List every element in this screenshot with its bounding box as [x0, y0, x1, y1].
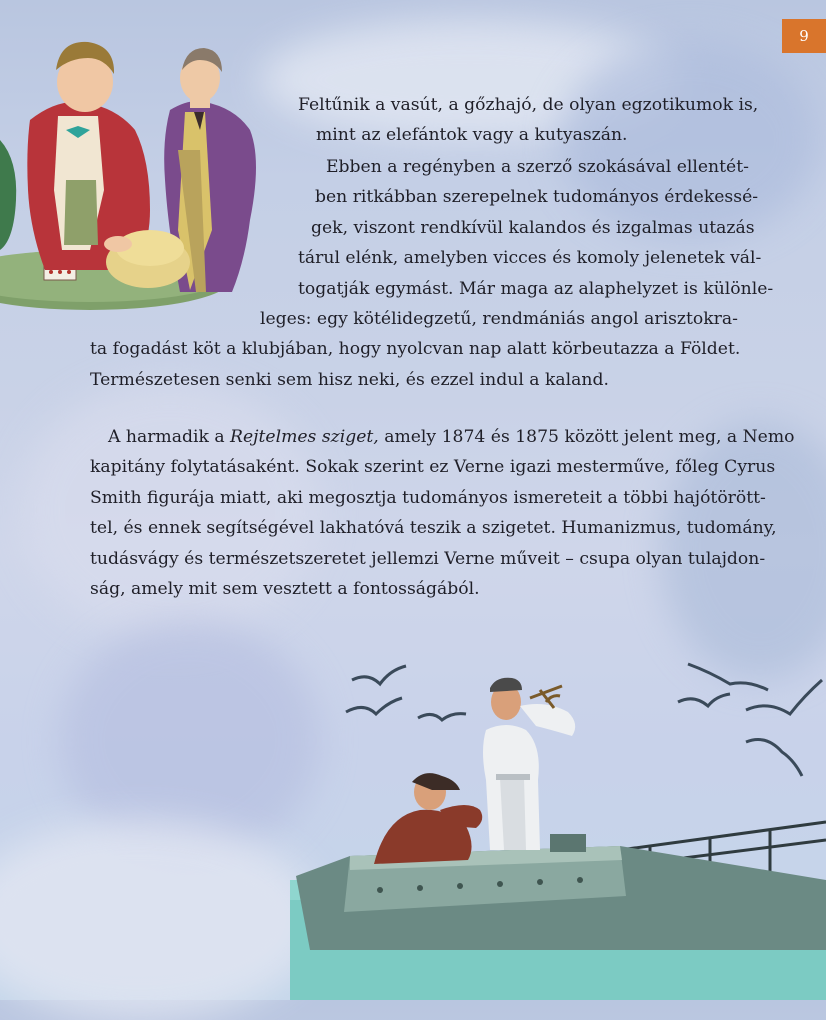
text-line: Smith figurája miatt, aki megosztja tudományos ismereteit a többi hajótörött- — [90, 487, 766, 508]
text-line: tel, és ennek segítségével lakhatóvá teszik a szigetet. Humanizmus, tudomány, — [90, 518, 777, 539]
gentlemen-illustration — [0, 30, 275, 310]
ship-illustration — [290, 650, 826, 1000]
book-title: Rejtelmes sziget, — [230, 427, 379, 447]
text-fragment: amely 1874 és 1875 között jelent meg, a Nemo — [378, 427, 795, 447]
text-line: ben ritkábban szerepelnek tudományos érdekessé- — [315, 187, 759, 208]
text-line: ság, amely mit sem vesztett a fontosságából. — [90, 579, 480, 600]
text-line: mint az elefántok vagy a kutyaszán. — [316, 125, 628, 146]
text-line: tárul elénk, amelyben vicces és komoly jelenetek vál- — [298, 248, 762, 269]
text-line: kapitány folytatásaként. Sokak szerint ez Verne igazi mesterműve, főleg Cyrus — [90, 457, 776, 478]
text-line: tudásvágy és természetszeretet jellemzi Verne műveit – csupa olyan tulajdon- — [90, 548, 766, 569]
text-line: gek, viszont rendkívül kalandos és izgalmas utazás — [311, 217, 755, 238]
text-line: togatják egymást. Már maga az alaphelyzet is különle- — [298, 278, 774, 299]
text-line: Feltűnik a vasút, a gőzhajó, de olyan egzotikumok is, — [298, 95, 759, 115]
page-number: 9 — [782, 19, 826, 53]
text-line — [90, 422, 795, 452]
text-fragment: A harmadik a — [108, 427, 231, 447]
seagulls — [346, 664, 822, 776]
paragraph-1 — [298, 90, 759, 151]
paragraph-3 — [90, 422, 795, 604]
text-line: ta fogadást köt a klubjában, hogy nyolcvan nap alatt körbeutazza a Földet. — [90, 339, 741, 360]
text-line: Ebben a regényben a szerző szokásával ellentét- — [326, 157, 749, 177]
sky-wash — [0, 820, 320, 1020]
text-line: leges: egy kötélidegzetű, rendmániás angol arisztokra- — [260, 309, 738, 330]
paragraph-2 — [90, 152, 774, 395]
text-line: Természetesen senki sem hisz neki, és ezzel indul a kaland. — [90, 369, 609, 390]
